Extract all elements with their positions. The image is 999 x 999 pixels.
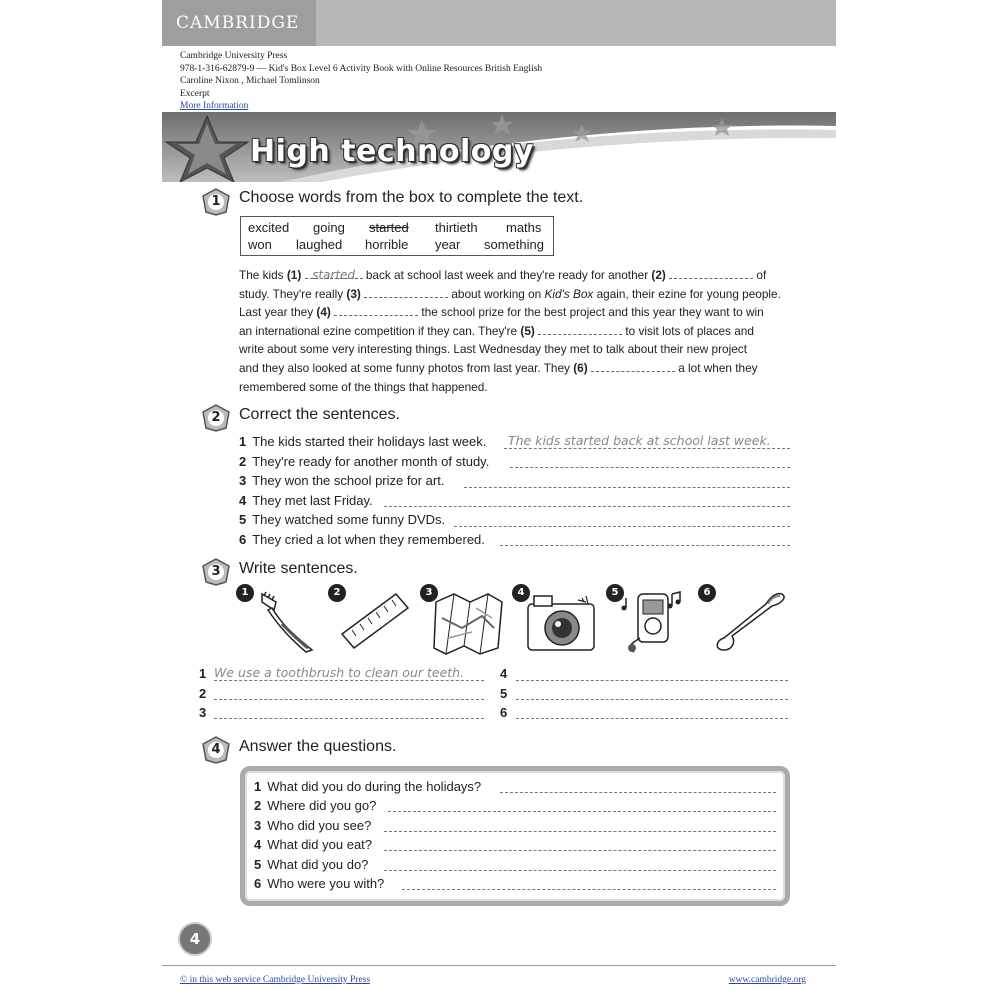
write-row: 6 — [500, 705, 508, 720]
sentence-answer-1: The kids started back at school last week. — [508, 433, 771, 448]
question-row: 3 Who did you see? — [254, 818, 372, 833]
exercise-4-heading: Answer the questions. — [239, 738, 397, 755]
answer-line[interactable] — [500, 545, 790, 546]
picture-number: 6 — [698, 584, 716, 602]
cambridge-logo: CAMBRIDGE — [162, 0, 316, 46]
picture-number: 5 — [606, 584, 624, 602]
write-row: 1 — [199, 666, 207, 681]
exercise-2-heading: Correct the sentences. — [239, 406, 400, 423]
sentence-row: 2 They're ready for another month of study. — [239, 454, 490, 469]
question-row: 2 Where did you go? — [254, 798, 377, 813]
answer-line[interactable] — [384, 506, 790, 507]
answer-line[interactable] — [402, 889, 776, 890]
write-answer-1: We use a toothbrush to clean our teeth. — [214, 665, 465, 680]
exercise-1-text: The kids (1) started back at school last week and they're ready for another (2) of study. They're really (3) about working on Kid's Box again, their ezine for young people. Last year they (4) the school prize for the best project and this year they want to win an international ezine competition if they can. They're (5) to visit lots of places and write about some very interesting things. Last Wednesday they met to talk about their new project and they also looked at some funny photos from last year. They (6) a lot when they remembered some of the things that happened. — [239, 268, 781, 394]
book-metadata — [180, 50, 542, 113]
answer-line[interactable] — [504, 448, 790, 449]
picture-number: 3 — [420, 584, 438, 602]
exercise-1-badge: 1 — [202, 188, 230, 216]
activity-page — [162, 0, 836, 999]
exercise-3-heading: Write sentences. — [239, 560, 358, 577]
blank-5[interactable] — [538, 322, 622, 335]
more-information-link[interactable]: More Information — [180, 101, 249, 112]
blank-4[interactable] — [334, 303, 418, 316]
sentence-row: 1 The kids started their holidays last week. — [239, 434, 487, 449]
unit-title: High technology — [250, 134, 534, 169]
word: excited — [248, 220, 290, 235]
blank-3[interactable] — [364, 285, 448, 298]
question-row: 4 What did you eat? — [254, 837, 373, 852]
picture-number: 1 — [236, 584, 254, 602]
answer-line[interactable] — [214, 699, 484, 700]
exercise-3-pictures — [234, 582, 794, 662]
map-icon — [432, 588, 506, 656]
page-number: 4 — [178, 922, 212, 956]
sentence-row: 3 They won the school prize for art. — [239, 473, 445, 488]
answer-line[interactable] — [516, 680, 788, 681]
answer-line[interactable] — [516, 699, 788, 700]
question-row: 6 Who were you with? — [254, 876, 385, 891]
answer-line[interactable] — [500, 792, 776, 793]
word: horrible — [365, 237, 409, 252]
word: year — [435, 237, 461, 252]
mp3-player-icon — [620, 588, 690, 656]
toothbrush-icon — [254, 588, 316, 654]
spoon-icon — [710, 588, 788, 654]
answer-line[interactable] — [384, 831, 776, 832]
sentence-row: 4 They met last Friday. — [239, 493, 373, 508]
exercise-1-heading: Choose words from the box to complete the text. — [239, 189, 584, 206]
word: thirtieth — [435, 220, 478, 235]
exercise-4-badge: 4 — [202, 736, 230, 764]
word: going — [313, 220, 345, 235]
word: maths — [506, 220, 542, 235]
sentence-row: 5 They watched some funny DVDs. — [239, 512, 446, 527]
exercise-3-badge: 3 — [202, 558, 230, 586]
ruler-icon — [338, 590, 412, 654]
answer-1: started — [312, 268, 356, 282]
camera-icon — [524, 590, 600, 658]
write-row: 2 — [199, 686, 207, 701]
answer-line[interactable] — [464, 487, 790, 488]
footer-divider — [162, 965, 836, 966]
answer-line[interactable] — [454, 526, 790, 527]
authors: Caroline Nixon , Michael Tomlinson — [180, 76, 320, 87]
word: laughed — [296, 237, 343, 252]
answer-line[interactable] — [388, 811, 776, 812]
answer-line[interactable] — [516, 718, 788, 719]
excerpt-label: Excerpt — [180, 88, 210, 99]
blank-2[interactable] — [669, 266, 753, 279]
copyright-link[interactable]: © in this web service Cambridge University Press — [180, 975, 371, 985]
publisher: Cambridge University Press — [180, 51, 288, 61]
answer-line[interactable] — [510, 467, 790, 468]
picture-number: 2 — [328, 584, 346, 602]
write-row: 5 — [500, 686, 508, 701]
cambridge-website-link[interactable]: www.cambridge.org — [728, 975, 806, 985]
word-box — [240, 216, 554, 256]
blank-6[interactable] — [591, 359, 675, 372]
answer-line[interactable] — [214, 718, 484, 719]
header-bar — [162, 0, 836, 46]
word: won — [248, 237, 272, 252]
answer-line[interactable] — [214, 680, 484, 681]
question-row: 5 What did you do? — [254, 857, 369, 872]
word-struck: started — [369, 220, 409, 235]
isbn-line: 978-1-316-62879-9 — Kid's Box Level 6 Activity Book with Online Resources British English — [180, 63, 543, 74]
answer-line[interactable] — [384, 850, 776, 851]
word: something — [484, 237, 544, 252]
sentence-row: 6 They cried a lot when they remembered. — [239, 532, 485, 547]
picture-number: 4 — [512, 584, 530, 602]
question-row: 1 What did you do during the holidays? — [254, 779, 482, 794]
exercise-2-badge: 2 — [202, 404, 230, 432]
answer-line[interactable] — [384, 870, 776, 871]
write-row: 3 — [199, 705, 207, 720]
write-row: 4 — [500, 666, 508, 681]
